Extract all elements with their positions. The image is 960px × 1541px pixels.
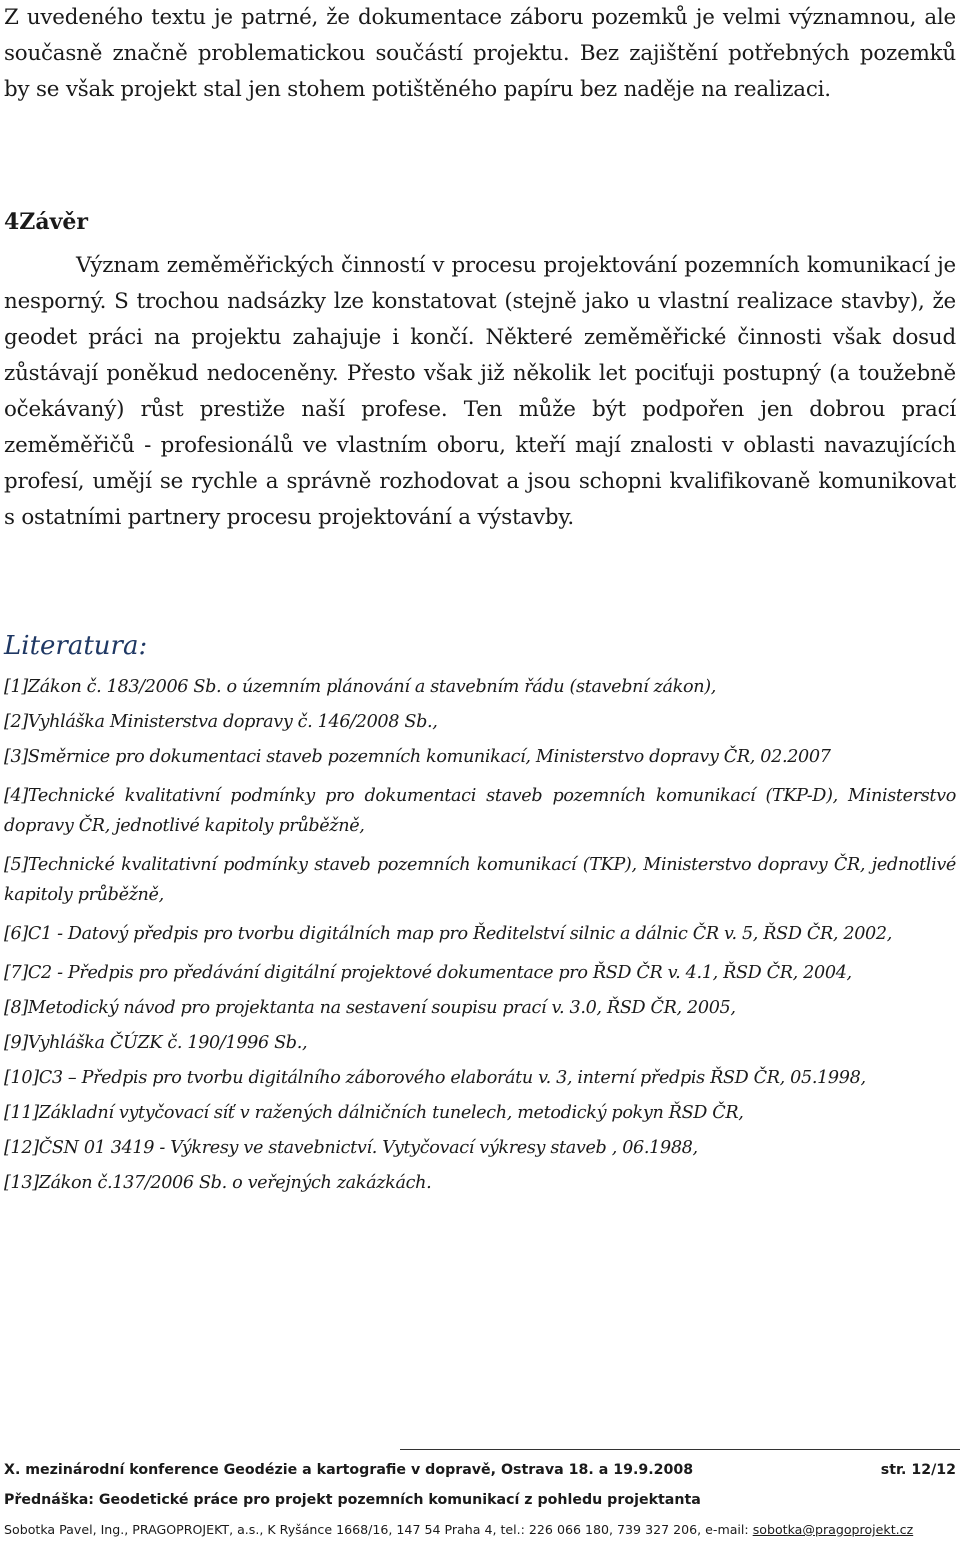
literature-heading: Literatura:: [4, 631, 148, 661]
reference-item: [1]Zákon č. 183/2006 Sb. o územním plánování a stavebním řádu (stavební zákon),: [4, 677, 716, 697]
footer-conference: X. mezinárodní konference Geodézie a kartografie v dopravě, Ostrava 18. a 19.9.2008: [4, 1462, 694, 1478]
footer-author: Sobotka Pavel, Ing., PRAGOPROJEKT, a.s., K Ryšánce 1668/16, 147 54 Praha 4, tel.: 226 066 180, 739 327 206, e-mail:: [4, 1522, 753, 1537]
reference-list: [4, 672, 956, 1203]
footer-author-line: [4, 1522, 956, 1537]
reference-item: [12]ČSN 01 3419 - Výkresy ve stavebnictví. Vytyčovací výkresy staveb , 06.1988,: [4, 1138, 698, 1158]
reference-item: [5]Technické kvalitativní podmínky staveb pozemních komunikací (TKP), Ministerstvo dopravy ČR, jednotlivé kapitoly průběžně,: [4, 855, 956, 905]
footer-conference-line: [4, 1462, 956, 1478]
intro-paragraph: Z uvedeného textu je patrné, že dokumentace záboru pozemků je velmi významnou, ale současně značně problematickou součástí projektu. Bez zajištění potřebných pozemků by se však projekt stal jen stohem potištěného papíru bez naděje na realizaci.: [4, 5, 956, 102]
conclusion-paragraph: [4, 248, 956, 536]
page-number: [881, 1462, 956, 1478]
conclusion-heading: 4Závěr: [4, 209, 88, 235]
footer-divider: [400, 1449, 960, 1450]
reference-item: [2]Vyhláška Ministerstva dopravy č. 146/2008 Sb.,: [4, 712, 438, 732]
reference-item: [11]Základní vytyčovací síť v ražených dálničních tunelech, metodický pokyn ŘSD ČR,: [4, 1103, 744, 1123]
reference-item: [3]Směrnice pro dokumentaci staveb pozemních komunikací, Ministerstvo dopravy ČR, 02.2007: [4, 747, 831, 767]
reference-item: [7]C2 - Předpis pro předávání digitální projektové dokumentace pro ŘSD ČR v. 4.1, ŘSD ČR, 2004,: [4, 963, 852, 983]
page-number-value: 12/12: [911, 1462, 956, 1478]
reference-item: [4]Technické kvalitativní podmínky pro dokumentaci staveb pozemních komunikací (TKP-D), Ministerstvo dopravy ČR, jednotlivé kapitoly průběžně,: [4, 786, 956, 836]
reference-item: [6]C1 - Datový předpis pro tvorbu digitálních map pro Ředitelství silnic a dálnic ČR v. 5, ŘSD ČR, 2002,: [4, 924, 892, 944]
reference-item: [9]Vyhláška ČÚZK č. 190/1996 Sb.,: [4, 1033, 308, 1053]
footer-lecture: Přednáška: Geodetické práce pro projekt pozemních komunikací z pohledu projektanta: [4, 1492, 701, 1508]
reference-item: [13]Zákon č.137/2006 Sb. o veřejných zakázkách.: [4, 1173, 432, 1193]
conclusion-text: Význam zeměměřických činností v procesu projektování pozemních komunikací je nesporný. S trochou nadsázky lze konstatovat (stejně jako u vlastní realizace stavby), že geodet práci na projektu zahajuje i končí. Některé zeměměřické činnosti však dosud zůstávají poněkud nedoceněny. Přesto však již několik let pociťuji postupný (a toužebně očekávaný) růst prestiže naší profese. Ten může být podpořen jen dobrou prací zeměměřičů - profesionálů ve vlastním oboru, kteří mají znalosti v oblasti navazujících profesí, umějí se rychle a správně rozhodovat a jsou schopni kvalifikovaně komunikovat s ostatními partnery procesu projektování a výstavby.: [4, 253, 956, 530]
page-label: str.: [880, 1462, 907, 1478]
footer-email-link[interactable]: sobotka@pragoprojekt.cz: [752, 1522, 914, 1537]
reference-item: [8]Metodický návod pro projektanta na sestavení soupisu prací v. 3.0, ŘSD ČR, 2005,: [4, 998, 736, 1018]
reference-item: [10]C3 – Předpis pro tvorbu digitálního záborového elaborátu v. 3, interní předpis ŘSD ČR, 05.1998,: [4, 1068, 866, 1088]
